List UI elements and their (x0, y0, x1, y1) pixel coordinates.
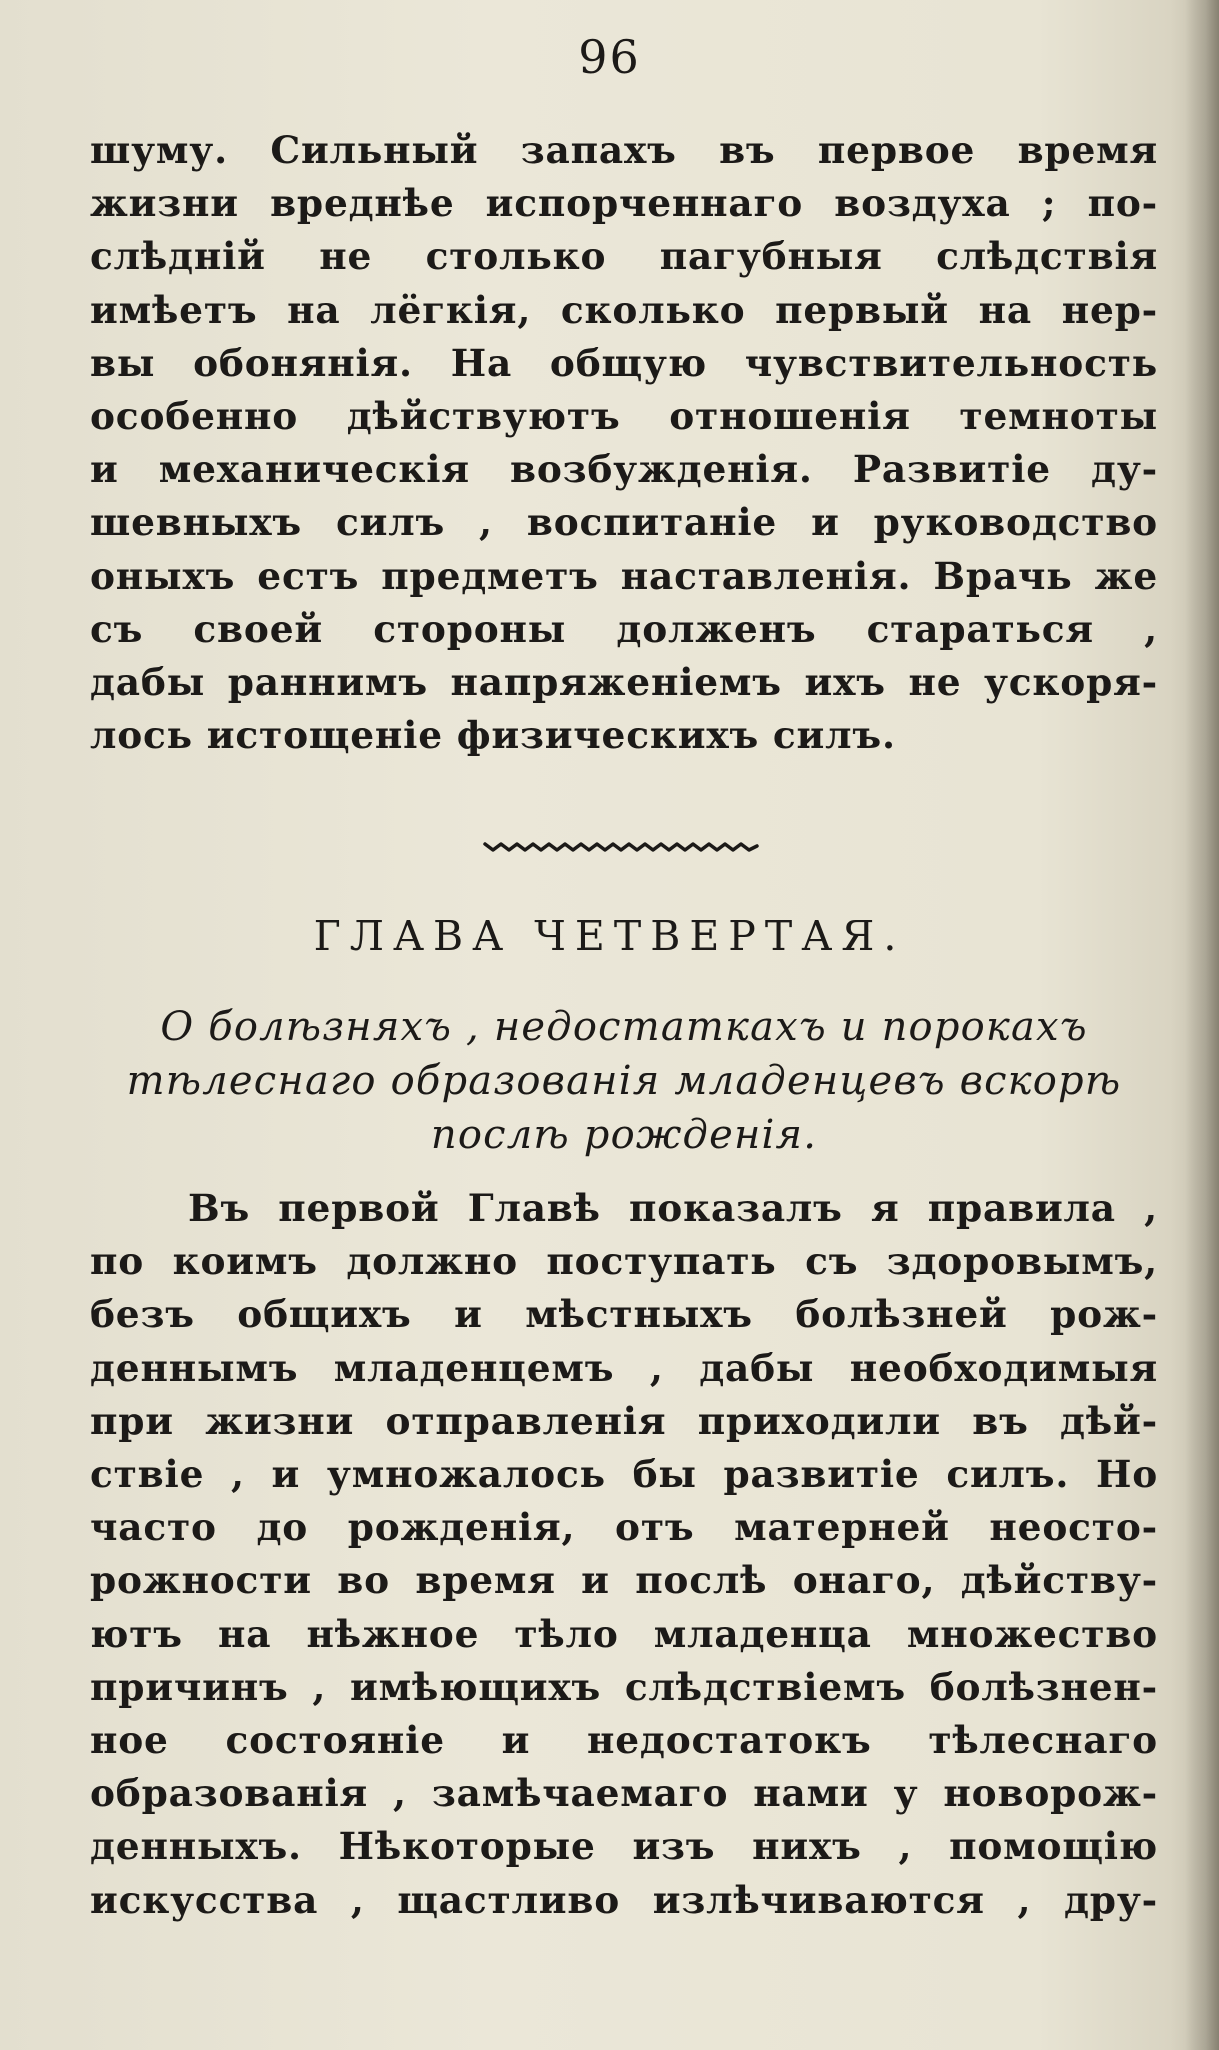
text-line: особенно дѣйствуютъ отношенія темноты (90, 394, 1158, 439)
text-line: ное состояніе и недостатокъ тѣлеснаго (90, 1718, 1158, 1763)
text-line: и механическія возбужденія. Развитіе ду- (90, 447, 1158, 492)
text-line: лось истощеніе физическихъ силъ. (90, 713, 896, 758)
text-line: вы обонянія. На общую чувствительность (90, 340, 1158, 385)
text-line: слѣдній не столько пагубныя слѣдствія (90, 234, 1158, 279)
text-line: шевныхъ силъ , воспитаніе и руководство (90, 500, 1158, 545)
text-line: причинъ , имѣющихъ слѣдствіемъ болѣзнен- (90, 1664, 1158, 1709)
subtitle-line: послѣ рожденія. (430, 1112, 818, 1158)
subtitle-line: тѣлеснаго образованія младенцевъ вскорѣ (126, 1058, 1122, 1104)
text-line: часто до рожденія, отъ матерней неосто- (90, 1505, 1158, 1550)
text-line: искусства , щастливо излѣчиваются , дру- (90, 1877, 1158, 1922)
text-line: при жизни отправленія приходили въ дѣй- (90, 1398, 1158, 1443)
text-line: денныхъ. Нѣкоторые изъ нихъ , помощію (90, 1824, 1158, 1869)
chapter-subtitle (90, 1000, 1158, 1162)
page-edge-shadow (1185, 0, 1219, 2050)
text-line: жизни вреднѣе испорченнаго воздуха ; по- (90, 181, 1158, 226)
text-line: Въ первой Главѣ показалъ я правила , (188, 1186, 1158, 1230)
text-line: ствіе , и умножалось бы развитіе силъ. Но (90, 1452, 1158, 1497)
paragraph-1 (90, 124, 1158, 762)
page-number: 96 (578, 30, 641, 84)
text-line: безъ общихъ и мѣстныхъ болѣзней рож- (90, 1292, 1158, 1337)
text-line: рожности во время и послѣ онаго, дѣйству- (90, 1558, 1158, 1603)
text-line: деннымъ младенцемъ , дабы необходимыя (90, 1345, 1158, 1390)
text-line: имѣетъ на лёгкія, сколько первый на нер- (90, 287, 1158, 332)
subtitle-line: О болѣзняхъ , недостаткахъ и порокахъ (160, 1004, 1088, 1050)
text-line: съ своей стороны долженъ стараться , (90, 606, 1158, 651)
text-line: ютъ на нѣжное тѣло младенца множество (90, 1611, 1158, 1656)
text-line: по коимъ должно поступать съ здоровымъ, (90, 1239, 1158, 1284)
text-line: оныхъ естъ предметъ наставленія. Врачь же (90, 553, 1158, 598)
text-line: образованія , замѣчаемаго нами у новорож- (90, 1771, 1158, 1816)
chapter-title: ГЛАВА ЧЕТВЕРТАЯ. (313, 912, 906, 960)
paragraph-2 (90, 1182, 1158, 1927)
text-line: дабы раннимъ напряженіемъ ихъ не ускоря- (90, 660, 1158, 705)
section-divider-ornament (483, 836, 763, 858)
text-line: шуму. Сильный запахъ въ первое время (90, 128, 1158, 172)
